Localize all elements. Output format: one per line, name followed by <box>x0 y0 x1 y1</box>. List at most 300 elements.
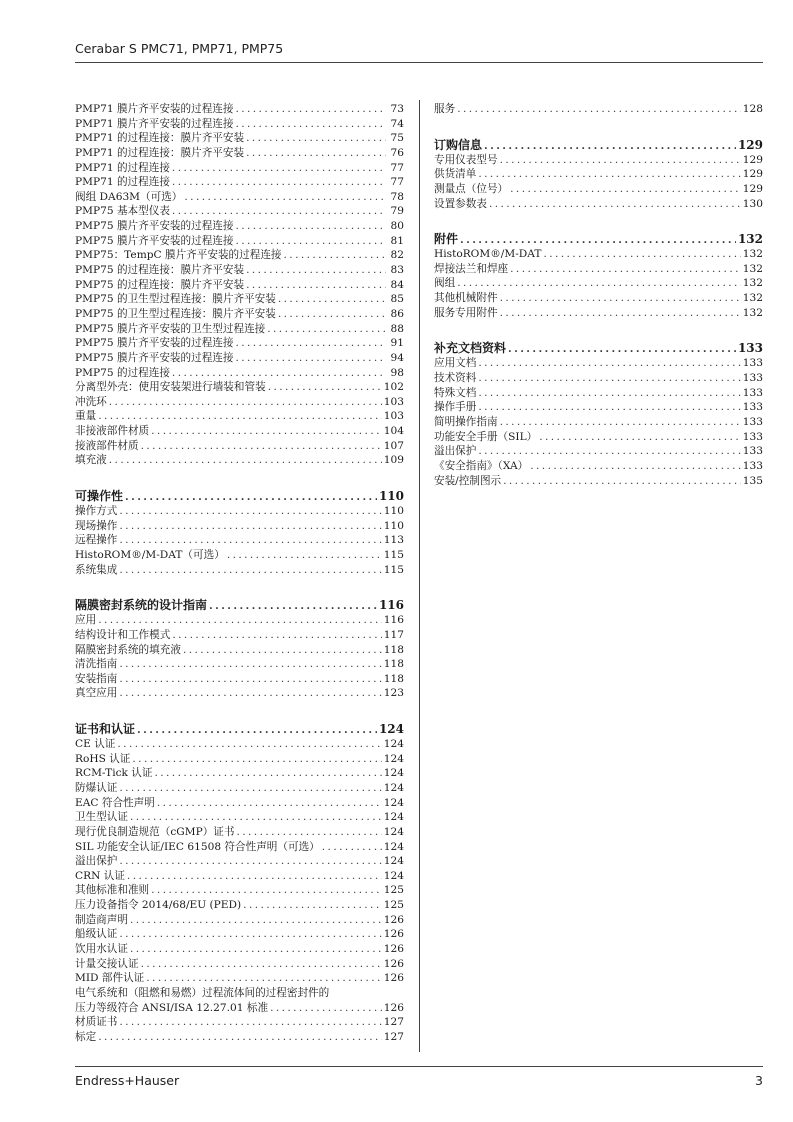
toc-entry-title: PMP71 膜片齐平安装的过程连接 <box>75 103 234 115</box>
leader-dots <box>500 153 741 168</box>
toc-section-certificates[interactable] <box>75 721 404 737</box>
toc-entry-page: 98 <box>390 366 404 379</box>
leader-dots <box>530 459 741 474</box>
toc-entry-title: 订购信息 <box>434 137 483 152</box>
toc-entry-page: 133 <box>742 386 763 399</box>
toc-entry[interactable] <box>75 796 404 811</box>
toc-entry-title: PMP75 的过程连接：膜片齐平安装 <box>75 278 245 291</box>
toc-entry[interactable] <box>75 248 404 263</box>
toc-entry[interactable] <box>75 533 404 548</box>
toc-entry-page: 117 <box>383 628 404 641</box>
toc-entry-title: PMP71 膜片齐平安装的过程连接 <box>75 117 234 130</box>
toc-entry-page: 132 <box>742 292 763 305</box>
toc-entry-page: 124 <box>378 722 404 737</box>
toc-group-documentation <box>434 356 763 488</box>
toc-entry[interactable] <box>75 854 404 869</box>
toc-entry[interactable] <box>75 548 404 563</box>
toc-entry-page: 123 <box>383 687 404 700</box>
toc-entry-page: 86 <box>390 307 404 320</box>
toc-entry-page: 84 <box>390 278 404 291</box>
toc-entry[interactable] <box>75 351 404 366</box>
toc-entry[interactable] <box>75 1030 404 1045</box>
toc-entry[interactable] <box>434 291 763 306</box>
leader-dots <box>322 840 382 855</box>
toc-entry-title: RCM-Tick 认证 <box>75 767 153 780</box>
leader-dots <box>119 927 381 942</box>
toc-entry[interactable] <box>434 371 763 386</box>
toc-entry[interactable] <box>75 825 404 840</box>
leader-dots <box>141 439 382 454</box>
toc-entry[interactable] <box>75 204 404 219</box>
toc-entry[interactable] <box>75 292 404 307</box>
toc-entry[interactable] <box>434 197 763 212</box>
toc-entry[interactable] <box>75 840 404 855</box>
leader-dots <box>478 167 740 182</box>
toc-entry-title: 技术资料 <box>434 372 477 385</box>
toc-entry[interactable] <box>75 883 404 898</box>
toc-entry[interactable] <box>75 766 404 781</box>
toc-entry[interactable] <box>75 409 404 424</box>
toc-entry-title: 冲洗环 <box>75 395 107 408</box>
toc-section-heading[interactable] <box>434 340 763 356</box>
toc-entry-title: 测量点（位号） <box>434 182 509 195</box>
leader-dots <box>155 766 382 781</box>
leader-dots <box>478 371 740 386</box>
leader-dots <box>237 825 382 840</box>
toc-entry[interactable] <box>75 336 404 351</box>
leader-dots <box>172 628 381 643</box>
leader-dots <box>235 102 386 117</box>
toc-entry-page: 82 <box>390 249 404 262</box>
toc-section-operability[interactable] <box>75 488 404 504</box>
toc-entry[interactable] <box>75 657 404 672</box>
toc-entry[interactable] <box>75 628 404 643</box>
toc-entry[interactable] <box>75 913 404 928</box>
leader-dots <box>98 409 382 424</box>
leader-dots <box>151 883 382 898</box>
toc-entry-page: 94 <box>390 351 404 364</box>
toc-entry-title: 船级认证 <box>75 928 118 941</box>
document-header-title: Cerabar S PMC71, PMP71, PMP75 <box>75 41 284 56</box>
toc-entry[interactable] <box>75 971 404 986</box>
toc-entry-title: 制造商声明 <box>75 913 128 926</box>
leader-dots <box>270 1001 382 1016</box>
leader-dots <box>503 474 741 489</box>
toc-entry-service[interactable] <box>434 102 763 117</box>
leader-dots <box>500 415 741 430</box>
toc-entry-title: PMP75：TempC 膜片齐平安装的过程连接 <box>75 249 282 262</box>
toc-group-operability <box>75 504 404 577</box>
toc-entry[interactable] <box>434 430 763 445</box>
footer-rule <box>75 1066 763 1067</box>
toc-entry[interactable] <box>75 424 404 439</box>
toc-entry-title: 隔膜密封系统的填充液 <box>75 643 181 656</box>
leader-dots <box>209 598 377 613</box>
leader-dots <box>119 563 381 578</box>
toc-entry-title: RoHS 认证 <box>75 752 131 765</box>
toc-entry-page: 133 <box>742 372 763 385</box>
toc-entry[interactable] <box>75 439 404 454</box>
leader-dots <box>278 292 386 307</box>
toc-entry[interactable] <box>75 380 404 395</box>
toc-entry-title: MID 部件认证 <box>75 972 145 985</box>
toc-section-heading[interactable] <box>75 488 404 504</box>
leader-dots <box>539 430 741 445</box>
toc-entry-multiline-line1[interactable]: 电气系统和（阻燃和易燃）过程流体间的过程密封件的 <box>75 986 330 999</box>
leader-dots <box>184 190 386 205</box>
leader-dots <box>183 643 382 658</box>
toc-entry-page: 132 <box>742 306 763 319</box>
toc-entry[interactable] <box>75 102 404 117</box>
footer-brand: Endress+Hauser <box>75 1073 180 1088</box>
toc-entry[interactable] <box>75 190 404 205</box>
toc-entry-title: 阀组 <box>434 277 456 290</box>
toc-entry-page: 78 <box>390 190 404 203</box>
toc-entry[interactable] <box>75 686 404 701</box>
leader-dots <box>235 234 386 249</box>
toc-entry-page: 125 <box>383 899 404 912</box>
toc-entry-title: PMP75 膜片齐平安装的过程连接 <box>75 220 234 233</box>
toc-entry-title: SIL 功能安全认证/IEC 61508 符合性声明（可选） <box>75 840 320 853</box>
toc-entry-page: 126 <box>383 928 404 941</box>
leader-dots <box>478 386 740 401</box>
toc-entry-page: 125 <box>383 884 404 897</box>
toc-entry-page: 102 <box>383 381 404 394</box>
toc-entry-title: 服务专用附件 <box>434 306 498 319</box>
toc-entry-title: PMP71 的过程连接 <box>75 161 170 174</box>
toc-entry-page: 79 <box>390 205 404 218</box>
toc-entry-page: 127 <box>383 1016 404 1029</box>
leader-dots <box>117 737 381 752</box>
toc-entry[interactable] <box>434 386 763 401</box>
toc-section-heading[interactable] <box>434 137 763 153</box>
leader-dots <box>460 232 736 247</box>
toc-entry[interactable] <box>75 263 404 278</box>
toc-section-ordering[interactable] <box>434 137 763 153</box>
toc-entry-page: 124 <box>383 855 404 868</box>
toc-entry-page: 135 <box>742 474 763 487</box>
toc-entry-title: 清洗指南 <box>75 658 118 671</box>
leader-dots <box>137 722 377 737</box>
toc-entry[interactable] <box>75 613 404 628</box>
toc-entry-title: 真空应用 <box>75 687 118 700</box>
toc-entry[interactable] <box>75 672 404 687</box>
toc-entry[interactable] <box>75 504 404 519</box>
leader-dots <box>243 898 382 913</box>
leader-dots <box>119 657 381 672</box>
toc-entry-page: 110 <box>383 505 404 518</box>
toc-entry-page: 129 <box>742 182 763 195</box>
toc-entry-page: 88 <box>390 322 404 335</box>
toc-entry-title: 分离型外壳：使用安装架进行墙装和管装 <box>75 381 266 394</box>
leader-dots <box>500 291 741 306</box>
toc-entry-page: 115 <box>383 548 404 561</box>
toc-entry-page: 118 <box>383 658 404 671</box>
leader-dots <box>478 400 740 415</box>
toc-entry-page: 75 <box>390 132 404 145</box>
toc-entry-page: 77 <box>390 176 404 189</box>
toc-entry[interactable] <box>434 306 763 321</box>
toc-entry-page: 132 <box>737 232 763 247</box>
toc-entry-title: 特殊文档 <box>434 386 477 399</box>
toc-entry-title: 服务 <box>434 103 456 115</box>
leader-dots <box>130 913 382 928</box>
toc-entry[interactable] <box>434 182 763 197</box>
toc-entry-title: PMP75 的卫生型过程连接：膜片齐平安装 <box>75 293 276 306</box>
leader-dots <box>246 278 386 293</box>
leader-dots <box>478 444 740 459</box>
toc-entry-title: 补充文档资料 <box>434 341 507 356</box>
toc-entry[interactable] <box>75 161 404 176</box>
toc-entry[interactable] <box>434 474 763 489</box>
toc-left-column <box>75 102 404 1045</box>
toc-entry[interactable] <box>75 278 404 293</box>
toc-entry-title: 接液部件材质 <box>75 439 139 452</box>
toc-entry-title: 其他标准和准则 <box>75 884 150 897</box>
leader-dots <box>246 263 386 278</box>
toc-entry-title: 重量 <box>75 410 97 423</box>
toc-right-column <box>434 102 763 488</box>
toc-entry[interactable] <box>75 810 404 825</box>
toc-entry[interactable] <box>434 459 763 474</box>
toc-entry[interactable] <box>434 247 763 262</box>
toc-entry[interactable] <box>75 453 404 468</box>
toc-entry-title: 简明操作指南 <box>434 415 498 428</box>
toc-section-heading[interactable] <box>434 231 763 247</box>
toc-entry-title: 卫生型认证 <box>75 811 128 824</box>
toc-entry-title: 应用 <box>75 614 97 627</box>
toc-entry[interactable] <box>75 957 404 972</box>
toc-entry-page: 85 <box>390 293 404 306</box>
toc-entry-title: 隔膜密封系统的设计指南 <box>75 598 208 613</box>
toc-entry-page: 77 <box>390 161 404 174</box>
toc-entry[interactable] <box>75 563 404 578</box>
toc-group-ordering <box>434 153 763 212</box>
toc-entry[interactable] <box>434 415 763 430</box>
leader-dots <box>119 781 381 796</box>
toc-entry[interactable] <box>434 102 763 117</box>
toc-entry-title: 填充液 <box>75 454 107 467</box>
toc-entry[interactable] <box>75 781 404 796</box>
leader-dots <box>510 262 741 277</box>
toc-entry-page: 76 <box>390 146 404 159</box>
toc-entry[interactable] <box>75 1015 404 1030</box>
toc-entry-title: 远程操作 <box>75 534 118 547</box>
toc-entry-title: 计量交接认证 <box>75 957 139 970</box>
leader-dots <box>484 138 736 153</box>
toc-entry[interactable] <box>75 117 404 132</box>
toc-entry[interactable] <box>434 400 763 415</box>
toc-entry-page: 124 <box>383 840 404 853</box>
toc-entry-title: 现行优良制造规范（cGMP）证书 <box>75 825 235 838</box>
toc-entry-title: 饮用水认证 <box>75 943 128 956</box>
leader-dots <box>457 276 741 291</box>
toc-entry-title: HistoROM®/M-DAT（可选） <box>75 548 225 561</box>
toc-entry-page: 132 <box>742 262 763 275</box>
toc-entry-title: PMP75 膜片齐平安装的过程连接 <box>75 351 234 364</box>
toc-entry-page: 124 <box>383 752 404 765</box>
leader-dots <box>489 197 741 212</box>
toc-entry[interactable] <box>75 131 404 146</box>
toc-entry[interactable] <box>75 737 404 752</box>
toc-entry-title: 操作方式 <box>75 505 118 518</box>
toc-entry-page: 104 <box>383 425 404 438</box>
toc-entry-page: 80 <box>390 220 404 233</box>
toc-entry[interactable] <box>75 869 404 884</box>
toc-group-certificates <box>75 737 404 986</box>
toc-entry[interactable] <box>434 153 763 168</box>
toc-entry-page: 113 <box>383 534 404 547</box>
leader-dots <box>119 672 381 687</box>
toc-entry-title: 防爆认证 <box>75 781 118 794</box>
toc-section-heading[interactable] <box>75 721 404 737</box>
toc-entry-title: EAC 符合性声明 <box>75 796 155 809</box>
toc-entry-page: 73 <box>390 103 404 115</box>
toc-entry-title: 安装指南 <box>75 672 118 685</box>
toc-entry-title: 专用仪表型号 <box>434 153 498 166</box>
toc-entry-page: 129 <box>742 153 763 166</box>
toc-entry[interactable] <box>434 262 763 277</box>
toc-entry-title: PMP71 的过程连接：膜片齐平安装 <box>75 132 245 145</box>
toc-entry-page: 109 <box>383 454 404 467</box>
leader-dots <box>172 161 386 176</box>
toc-entry-page: 132 <box>742 248 763 261</box>
toc-entry-page: 126 <box>383 943 404 956</box>
toc-entry[interactable] <box>75 146 404 161</box>
toc-entry-title: PMP75 基本型仪表 <box>75 205 170 218</box>
toc-section-accessories[interactable] <box>434 231 763 247</box>
leader-dots <box>127 869 382 884</box>
toc-entry[interactable] <box>75 942 404 957</box>
leader-dots <box>246 131 386 146</box>
toc-entry-title: 操作手册 <box>434 401 477 414</box>
toc-entry[interactable] <box>75 234 404 249</box>
leader-dots <box>227 548 382 563</box>
toc-group-certificates-tail <box>75 1015 404 1044</box>
toc-entry-page: 107 <box>383 439 404 452</box>
toc-entry[interactable] <box>75 322 404 337</box>
toc-entry-page: 126 <box>383 957 404 970</box>
header-rule <box>75 62 763 63</box>
leader-dots <box>457 102 741 117</box>
toc-entry-page: 124 <box>383 825 404 838</box>
toc-entry-title: 《安全指南》（XA） <box>434 459 529 472</box>
leader-dots <box>98 1030 382 1045</box>
toc-entry-page: 116 <box>383 614 404 627</box>
toc-entry-title: 非接液部件材质 <box>75 425 150 438</box>
toc-entry-title: 附件 <box>434 232 459 247</box>
toc-entry-title: PMP75 的过程连接 <box>75 366 170 379</box>
leader-dots <box>119 504 381 519</box>
toc-entry-title: 应用文档 <box>434 357 477 370</box>
toc-entry-page: 133 <box>742 357 763 370</box>
toc-entry-title: 溢出保护 <box>434 445 477 458</box>
toc-entry[interactable] <box>434 276 763 291</box>
toc-entry[interactable] <box>75 366 404 381</box>
toc-entry[interactable] <box>434 167 763 182</box>
toc-entry[interactable] <box>75 519 404 534</box>
toc-entry-multiline-line2[interactable]: 压力等级符合 ANSI/ISA 12.27.01 标准 ..... 126 <box>75 1001 404 1016</box>
toc-entry-page: 91 <box>390 337 404 350</box>
toc-entry-title: 其他机械附件 <box>434 292 498 305</box>
leader-dots <box>172 175 386 190</box>
toc-entry-page: 128 <box>742 103 763 115</box>
toc-entry-page: 126 <box>383 913 404 926</box>
leader-dots <box>508 341 736 356</box>
leader-dots <box>278 307 386 322</box>
toc-section-diaphragm[interactable] <box>75 597 404 613</box>
toc-entry[interactable] <box>75 643 404 658</box>
toc-entry-page: 133 <box>742 415 763 428</box>
leader-dots <box>119 519 381 534</box>
toc-entry-title: PMP75 的卫生型过程连接：膜片齐平安装 <box>75 307 276 320</box>
leader-dots <box>235 117 386 132</box>
toc-entry-page: 124 <box>383 781 404 794</box>
toc-entry-page: 74 <box>390 117 404 130</box>
leader-dots <box>98 613 382 628</box>
toc-entry-title: 证书和认证 <box>75 722 136 737</box>
leader-dots <box>268 380 382 395</box>
leader-dots <box>141 957 382 972</box>
leader-dots <box>109 453 382 468</box>
toc-entry-page: 110 <box>378 489 404 504</box>
leader-dots <box>500 306 741 321</box>
toc-entry-page: 83 <box>390 264 404 277</box>
toc-entry[interactable] <box>75 219 404 234</box>
toc-entry-title: PMP75 的过程连接：膜片齐平安装 <box>75 264 245 277</box>
leader-dots <box>235 219 386 234</box>
leader-dots <box>125 489 377 504</box>
leader-dots <box>284 248 386 263</box>
toc-entry-title: 系统集成 <box>75 563 118 576</box>
footer-page-number: 3 <box>755 1073 763 1088</box>
toc-entry-page: 118 <box>383 672 404 685</box>
toc-entry-page: 124 <box>383 811 404 824</box>
toc-entry-title: 供货清单 <box>434 168 477 181</box>
leader-dots <box>109 395 382 410</box>
toc-entry[interactable] <box>434 356 763 371</box>
toc-entry[interactable] <box>75 898 404 913</box>
toc-entry-page: 127 <box>383 1030 404 1043</box>
leader-dots <box>543 247 740 262</box>
leader-dots <box>267 322 386 337</box>
toc-entry-title: CE 认证 <box>75 738 116 751</box>
leader-dots <box>510 182 741 197</box>
toc-entry[interactable] <box>75 752 404 767</box>
toc-section-heading[interactable] <box>75 597 404 613</box>
leader-dots <box>119 1015 381 1030</box>
toc-entry-page: 129 <box>737 137 763 152</box>
toc-entry-title: CRN 认证 <box>75 869 125 882</box>
toc-entry[interactable] <box>434 444 763 459</box>
toc-entry-title: 阀组 DA63M（可选） <box>75 190 183 203</box>
toc-entry-page: 132 <box>742 277 763 290</box>
toc-group-accessories <box>434 247 763 320</box>
toc-entry-title: PMP75 膜片齐平安装的过程连接 <box>75 234 234 247</box>
leader-dots <box>119 686 381 701</box>
toc-entry-page: 130 <box>742 197 763 210</box>
toc-entry-page: 133 <box>742 445 763 458</box>
toc-entry[interactable] <box>75 307 404 322</box>
toc-entry[interactable] <box>75 395 404 410</box>
toc-entry-page: 133 <box>742 459 763 472</box>
toc-entry[interactable] <box>75 927 404 942</box>
toc-entry[interactable] <box>75 175 404 190</box>
toc-section-documentation[interactable] <box>434 340 763 356</box>
toc-entry-title: 现场操作 <box>75 519 118 532</box>
toc-entry-page: 124 <box>383 767 404 780</box>
leader-dots <box>119 854 381 869</box>
